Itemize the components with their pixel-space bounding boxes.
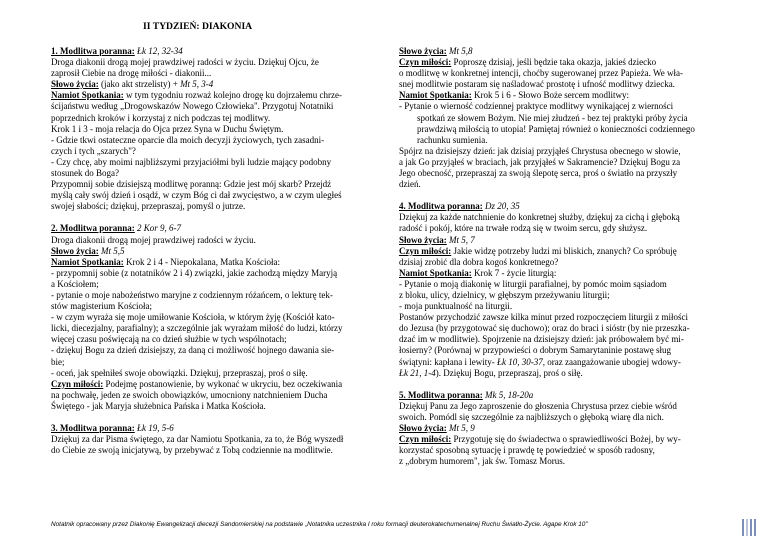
section-3-heading: 3. Modlitwa poranna: Łk 19, 5-6	[51, 423, 174, 433]
footer-note: Notatnik opracowany przez Diakonię Ewangelizacji diecezji Sandomierskiej na podstawie „Notatnika uczestnika I roku formacji deuterokatechumenalnej Ruchu Światło-Życie. Agape Krok 10"	[51, 521, 588, 528]
section-3-continued: Słowo życia: Mt 5,8 Czyn miłości: Poproszę dzisiaj, jeśli będzie taka okazja, jakieś dziecko o modlitwę w konkretnej intencji, choćby sugerowanej przez Papieża. We wła- snej modlitwie postaram się naśladować prostotę i ufność modlitwy dziecka. Namiot Spotkania: Krok 5 i 6 - Słowo Boże sercem modlitwy: - Pytanie o wierność codziennej praktyce modlitwy wynikającej z wierności spotkań ze słowem Bożym. Nie miej złudzeń - bez tej praktyki próby życia prawdziwą miłością to utopia! Pamiętaj również o konieczności codziennego rachunku sumienia. Spójrz na dzisiejszy dzień: jak dzisiaj przyjąłeś Chrystusa obecnego w słowie, a jak Go przyjąłeś w braciach, jak przyjąłeś w Sakramencie? Dziękuj Bogu za Jego obecność, przepraszaj za swoją ślepotę serca, proś o światło na przyszły dzień.	[399, 46, 695, 190]
section-4-heading: 4. Modlitwa poranna: Dz 20, 35	[399, 201, 520, 212]
right-column	[399, 46, 726, 467]
section-1: 1. Modlitwa poranna: Łk 12, 32-34 Droga diakonii drogą mojej prawdziwej radości w życiu. Dziękuj Ojcu, że zaprosił Ciebie na drogę miłości - diakonii... Słowo życia: (jako akt strzelisty) + Mt 5, 3-4 Namiot Spotkania: w tym tygodniu rozważ kolejno drogę ku dojrzałemu chrze- ścijaństwu według „Drogowskazów Nowego Człowieka". Przygotuj Notatniki poprzednich kroków i korzystaj z nich podczas tej modlitwy. Krok 1 i 3 - moja relacja do Ojca przez Syna w Duchu Świętym. - Gdzie tkwi ostateczne oparcie dla moich decyzji życiowych, tych zasadni- czych i tych „szarych"? - Czy chcę, aby moimi najbliższymi przyjaciółmi byli ludzie mający podobny stosunek do Boga? Przypomnij sobie dzisiejszą modlitwę poranną: Gdzie jest mój skarb? Przejdź myślą cały swój dzień i osądź, w czym Bóg ci dał zwycięstwo, a w czym uległeś swojej słabości; dziękuj, przepraszaj, pomyśl o jutrze.	[51, 46, 386, 212]
section-1-heading: 1. Modlitwa poranna: Łk 12, 32-34	[51, 46, 183, 56]
page-title: II TYDZIEŃ: DIAKONIA	[143, 21, 253, 32]
section-5: 5. Modlitwa poranna: Mk 5, 18-20a Dziękuj Panu za Jego zaproszenie do głoszenia Chrystusa przez ciebie wśród swoich. Pomódl się szczególnie za najbliższych o głęboką wiarę dla nich. Słowo życia: Mt 5, 9 Czyn miłości: Przygotuję się do świadectwa o sprawiedliwości Bożej, by wy- korzystać sposobną sytuację i prawdę tę powiedzieć w sposób radosny, z „dobrym humorem", jak św. Tomasz Morus.	[399, 390, 726, 468]
corner-decoration	[742, 519, 756, 536]
section-2: 2. Modlitwa poranna: 2 Kor 9, 6-7 Droga diakonii drogą mojej prawdziwej radości w życiu. Słowo życia: Mt 5,5 Namiot Spotkania: Krok 2 i 4 - Niepokalana, Matka Kościoła: - przypomnij sobie (z notatników 2 i 4) związki, jakie zachodzą między Maryją a Kościołem; - pytanie o moje nabożeństwo maryjne z codziennym różańcem, o lekturę tek- stów magisterium Kościoła; - w czym wyraża się moje umiłowanie Kościoła, w którym żyję (Kościół kato- licki, diecezjalny, parafialny); a szczególnie jak wyrażam miłość do ludzi, którzy więcej czasu poświęcają na co dzień służbie w tych wspólnotach; - dziękuj Bogu za dzień dzisiejszy, za daną ci możliwość hojnego dawania sie- bie; - oceń, jak spełniłeś swoje obowiązki. Dziękuj, przepraszaj, proś o siłę. Czyn miłości: Podejmę postanowienie, by wykonać w ukryciu, bez oczekiwania na pochwałę, jeden ze swoich obowiązków, umocniony natchnieniem Ducha Świętego - jak Maryja służebnica Pańska i Matka Kościoła.	[51, 223, 386, 412]
left-column	[51, 46, 386, 456]
section-3: 3. Modlitwa poranna: Łk 19, 5-6 Dziękuj za dar Pisma świętego, za dar Namiotu Spotkania, za to, że Bóg wyszedł do Ciebie ze swoją inicjatywą, by przebywać z Tobą codziennie na modlitwie.	[51, 423, 386, 456]
section-5-heading: 5. Modlitwa poranna: Mk 5, 18-20a	[399, 389, 534, 400]
section-4: 4. Modlitwa poranna: Dz 20, 35 Dziękuj za każde natchnienie do konkretnej służby, dziękuj za cichą i głęboką radość i pokój, które na trwałe rodzą się w twoim sercu, gdy służysz. Słowo życia: Mt 5, 7 Czyn miłości: Jakie widzę potrzeby ludzi mi bliskich, znanych? Co spróbuję dzisiaj zrobić dla dobra kogoś konkretnego? Namiot Spotkania: Krok 7 - życie liturgią: - Pytanie o moją diakonię w liturgii parafialnej, by pomóc moim sąsiadom z bloku, ulicy, dzielnicy, w głębszym przeżywaniu liturgii; - moja punktualność na liturgii. Postanów przychodzić zawsze kilka minut przed rozpoczęciem liturgii z miłości do Jezusa (by przygotować się duchowo); oraz do braci i sióstr (by nie przeszka- dzać im w modlitwie). Spojrzenie na dzisiejszy dzień: jak próbowałem być mi- łosierny? (Porównaj w przypowieści o dobrym Samarytaninie postawę sług świątyni: kapłana i lewity- Łk 10, 30-37, oraz zaangażowanie ubogiej wdowy- Łk 21, 1-4). Dziękuj Bogu, przepraszaj, proś o siłę.	[399, 201, 726, 379]
section-2-heading: 2. Modlitwa poranna: 2 Kor 9, 6-7	[51, 223, 182, 234]
